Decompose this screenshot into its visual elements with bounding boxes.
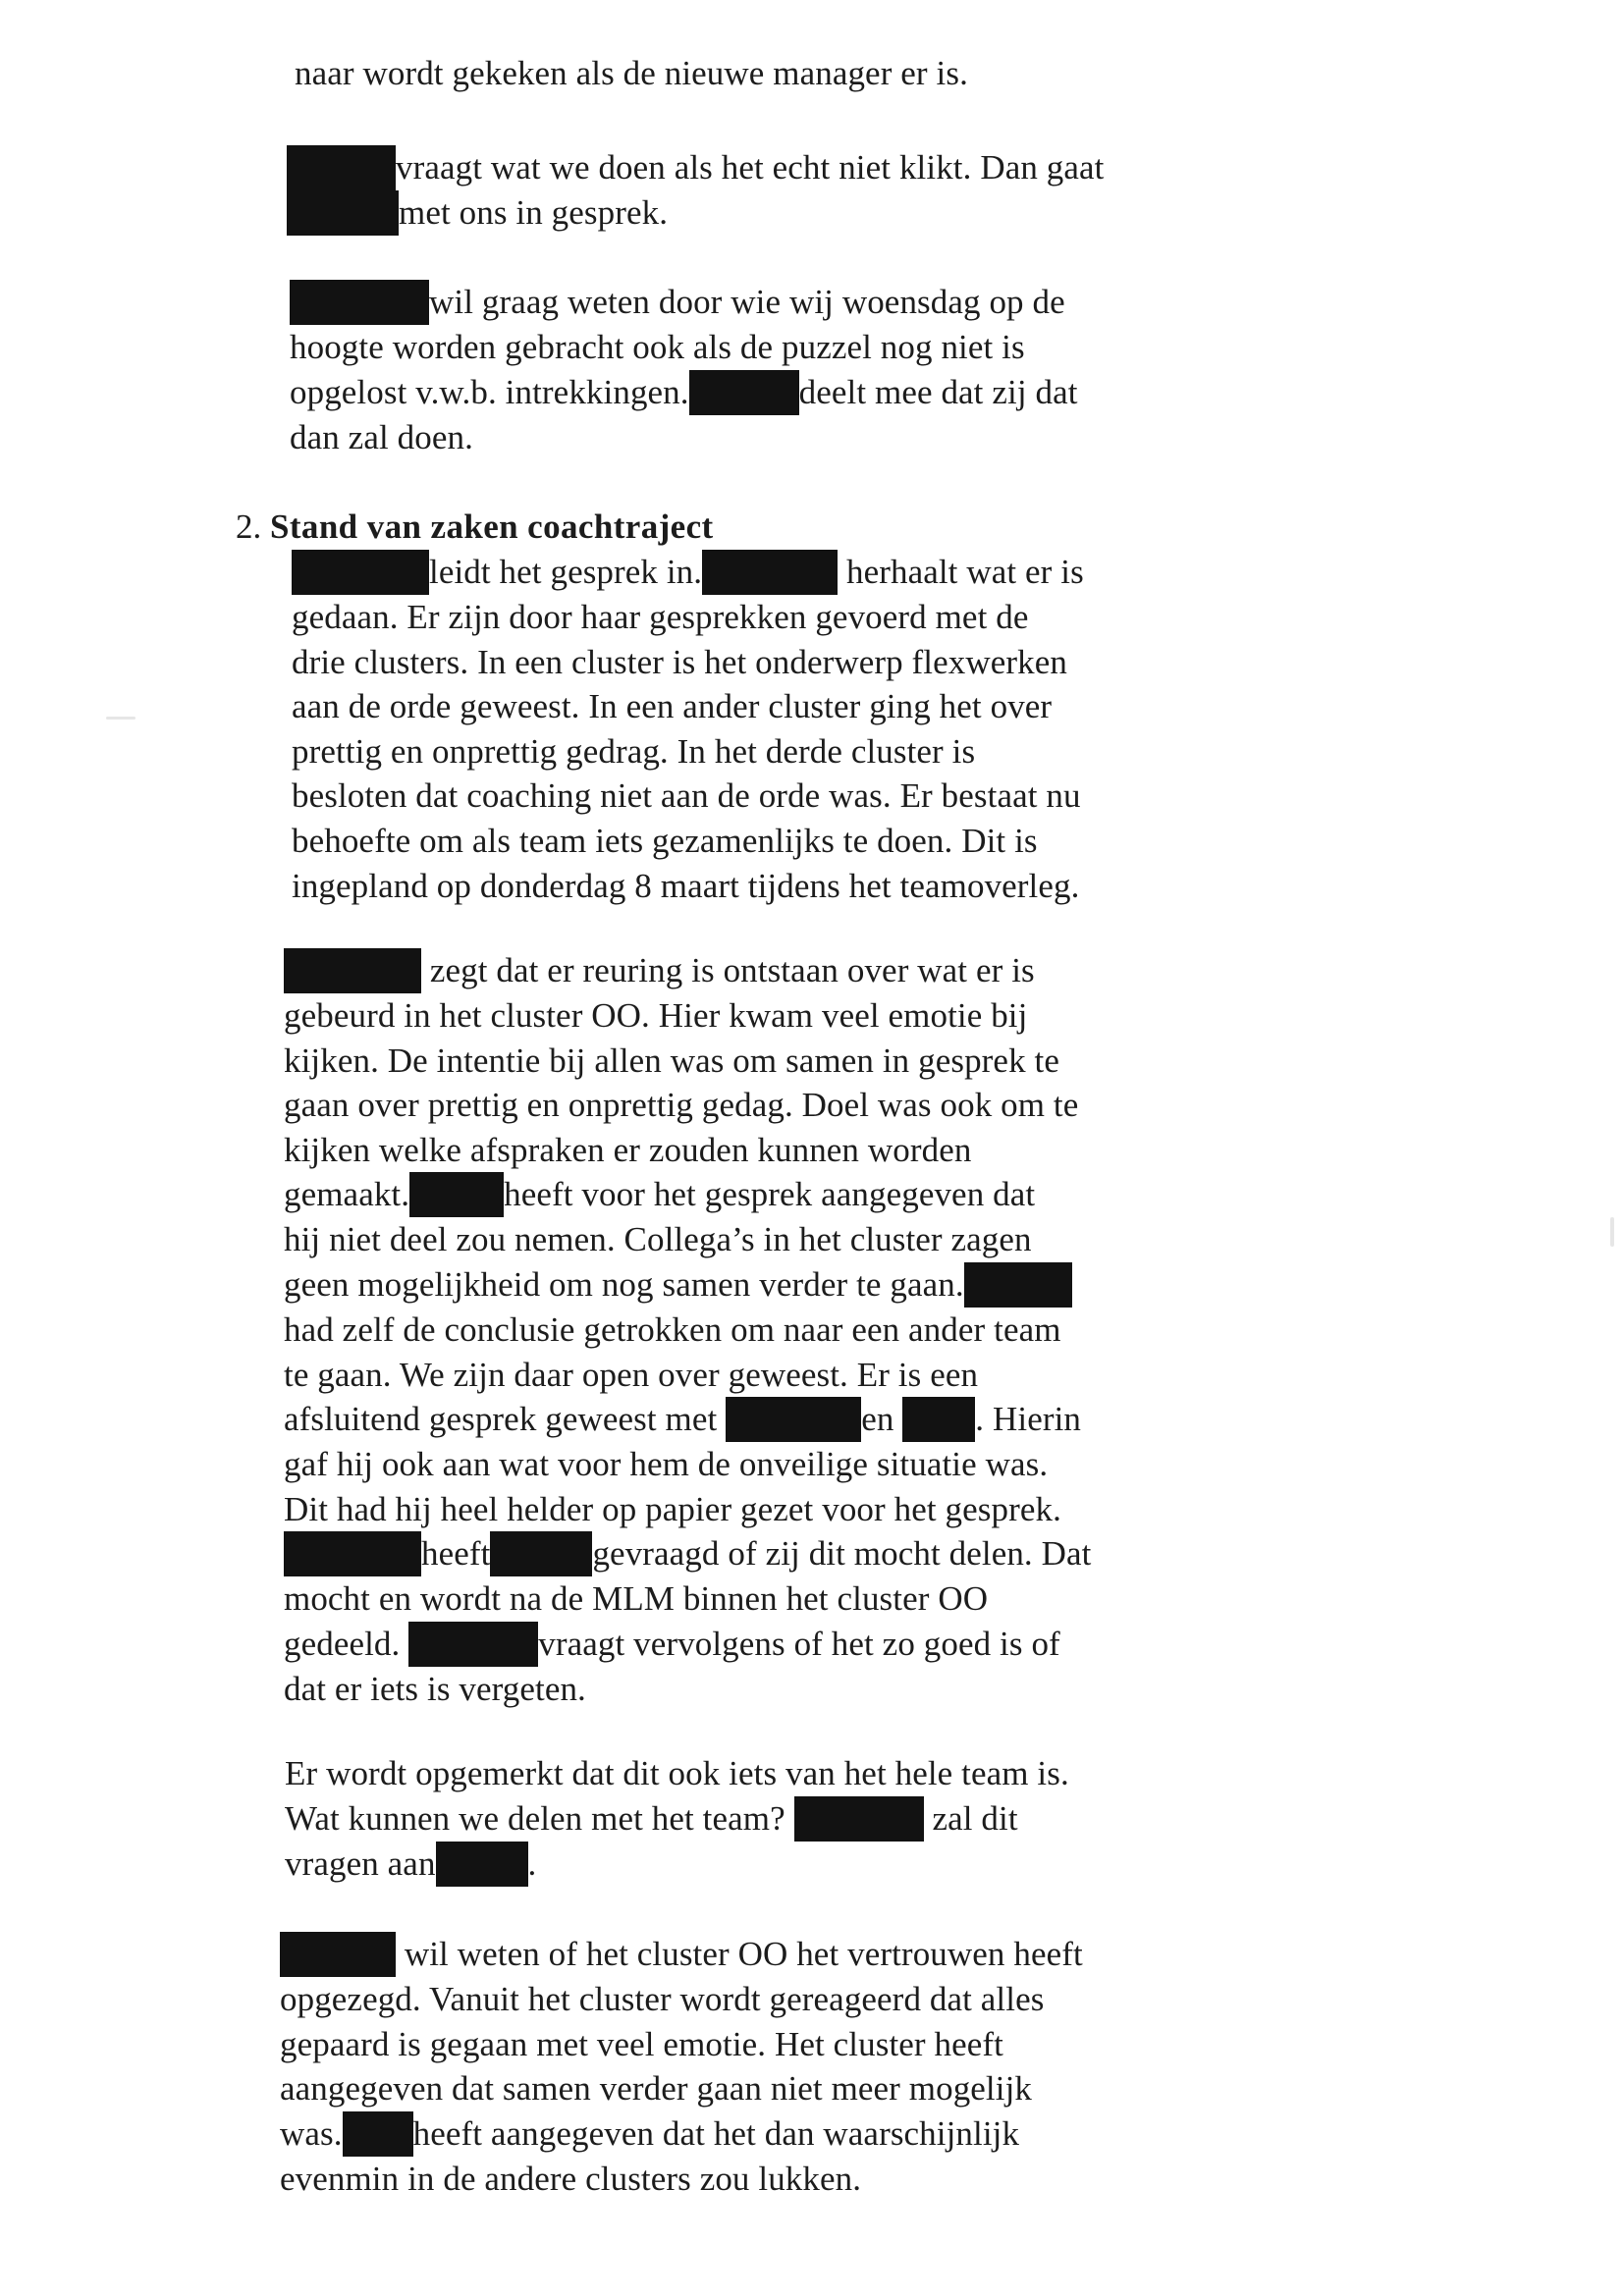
redaction-block	[287, 190, 399, 236]
text-line: Wat kunnen we delen met het team? zal dit	[285, 1796, 1208, 1842]
paragraph-continuation	[295, 51, 1218, 96]
redaction-block	[902, 1397, 975, 1442]
paragraph-cluster-oo	[284, 948, 1207, 1712]
text-line: gaf hij ook aan wat voor hem de onveilige situatie was.	[284, 1445, 1049, 1484]
text-line: evenmin in de andere clusters zou lukken.	[280, 2159, 862, 2198]
text-line: was. heeft aangegeven dat het dan waarschijnlijk	[280, 2111, 1203, 2157]
text-line: gaan over prettig en onprettig gedag. Doel was ook om te	[284, 1086, 1079, 1125]
section-heading	[236, 505, 714, 550]
redaction-block	[490, 1531, 592, 1576]
redaction-block	[964, 1262, 1072, 1308]
text-line: met ons in gesprek.	[287, 190, 1210, 236]
text-line: te gaan. We zijn daar open over geweest. Er is een	[284, 1355, 979, 1394]
redaction-block	[409, 1172, 504, 1217]
text-line: kijken welke afspraken er zouden kunnen worden	[284, 1130, 972, 1169]
paragraph-coach-status	[292, 550, 1215, 908]
text-line: hoogte worden gebracht ook als de puzzel nog niet is	[290, 328, 1025, 366]
text-line: behoefte om als team iets gezamenlijks te doen. Dit is	[292, 821, 1038, 860]
scan-mark	[106, 717, 135, 720]
text-line: dat er iets is vergeten.	[284, 1669, 586, 1708]
redaction-block	[343, 2111, 413, 2157]
text-line: hij niet deel zou nemen. Collega’s in het cluster zagen	[284, 1220, 1032, 1259]
text-line: gemaakt. heeft voor het gesprek aangegeven dat	[284, 1172, 1207, 1217]
text-line: had zelf de conclusie getrokken om naar een ander team	[284, 1309, 1061, 1349]
text-line: opgezegd. Vanuit het cluster wordt gereageerd dat alles	[280, 1980, 1045, 2018]
redaction-block	[689, 370, 799, 415]
text-line: naar wordt gekeken als de nieuwe manager er is.	[295, 54, 968, 92]
paragraph-team-sharing	[285, 1751, 1208, 1887]
text-line: Er wordt opgemerkt dat dit ook iets van het hele team is.	[285, 1754, 1069, 1792]
text-line: geen mogelijkheid om nog samen verder te gaan.	[284, 1262, 1207, 1308]
redaction-block	[280, 1932, 396, 1977]
text-line: gebeurd in het cluster OO. Hier kwam veel emotie bij	[284, 996, 1028, 1035]
section-title: Stand van zaken coachtraject	[270, 507, 714, 546]
redaction-block	[794, 1796, 924, 1842]
text-line: zegt dat er reuring is ontstaan over wat er is	[284, 948, 1207, 993]
text-line: kijken. De intentie bij allen was om samen in gesprek te	[284, 1041, 1059, 1080]
scan-mark	[1610, 1217, 1614, 1247]
redaction-block	[287, 145, 396, 190]
text-line: gepaard is gegaan met veel emotie. Het cluster heeft	[280, 2024, 1003, 2063]
text-line: gedaan. Er zijn door haar gesprekken gevoerd met de	[292, 598, 1029, 636]
text-line: heeft gevraagd of zij dit mocht delen. Dat	[284, 1531, 1207, 1576]
redaction-block	[726, 1397, 861, 1442]
text-line: aangegeven dat samen verder gaan niet meer mogelijk	[280, 2069, 1033, 2109]
text-line: vraagt wat we doen als het echt niet klikt. Dan gaat	[287, 145, 1210, 190]
text-line: prettig en onprettig gedrag. In het derde cluster is	[292, 731, 976, 771]
paragraph-trust	[280, 1932, 1203, 2201]
redaction-block	[436, 1842, 528, 1887]
text-line: besloten dat coaching niet aan de orde was. Er bestaat nu	[292, 776, 1081, 816]
redaction-block	[284, 948, 421, 993]
text-line: leidt het gesprek in. herhaalt wat er is	[292, 550, 1215, 595]
text-line: opgelost v.w.b. intrekkingen. deelt mee dat zij dat	[290, 370, 1213, 415]
redaction-block	[290, 280, 429, 325]
section-number: 2.	[236, 507, 262, 546]
redaction-block	[702, 550, 838, 595]
text-line: wil graag weten door wie wij woensdag op de	[290, 280, 1213, 325]
text-line: mocht en wordt na de MLM binnen het cluster OO	[284, 1579, 989, 1619]
text-line: drie clusters. In een cluster is het onderwerp flexwerken	[292, 642, 1067, 681]
redaction-block	[284, 1531, 421, 1576]
text-line: gedeeld. vraagt vervolgens of het zo goed is of	[284, 1622, 1207, 1667]
text-line: aan de orde geweest. In een ander cluster ging het over	[292, 687, 1053, 726]
text-line: vragen aan .	[285, 1842, 1208, 1887]
redaction-block	[408, 1622, 538, 1667]
text-line: Dit had hij heel helder op papier gezet voor het gesprek.	[284, 1489, 1061, 1528]
paragraph-escalation	[287, 145, 1210, 236]
paragraph-update-question	[290, 280, 1213, 459]
text-line: dan zal doen.	[290, 417, 473, 456]
text-line: wil weten of het cluster OO het vertrouwen heeft	[280, 1932, 1203, 1977]
redaction-block	[292, 550, 429, 595]
text-line: ingepland op donderdag 8 maart tijdens het teamoverleg.	[292, 866, 1080, 905]
text-line: afsluitend gesprek geweest met en . Hierin	[284, 1397, 1207, 1442]
